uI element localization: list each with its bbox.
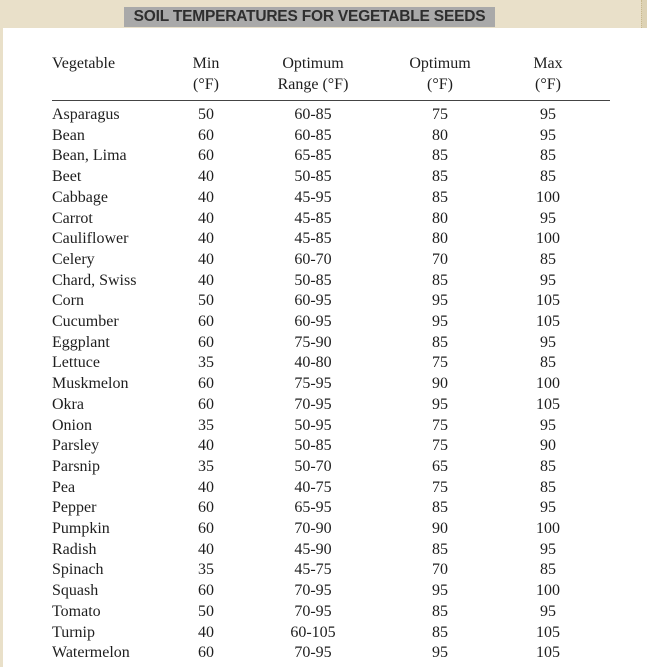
- table-row: [52, 457, 610, 478]
- cell-min: 40: [198, 623, 214, 641]
- cell-vegetable: Bean, Lima: [52, 147, 127, 165]
- table-header-row: [52, 53, 610, 101]
- cell-vegetable: Radish: [52, 540, 97, 558]
- cell-min: 60: [198, 644, 214, 662]
- cell-vegetable: Cabbage: [52, 188, 108, 206]
- cell-optimum: 70: [432, 561, 448, 579]
- cell-vegetable: Bean: [52, 126, 85, 144]
- header-vegetable: Vegetable: [52, 53, 180, 101]
- table-row: [52, 478, 610, 499]
- table-row: [52, 146, 610, 167]
- cell-optimum: 85: [432, 188, 448, 206]
- cell-optimum-range: 40-80: [294, 354, 332, 372]
- cell-max: 85: [540, 457, 556, 475]
- cell-optimum-range: 40-75: [294, 478, 332, 496]
- cell-min: 35: [198, 416, 214, 434]
- cell-min: 50: [198, 106, 214, 123]
- cell-optimum: 95: [432, 313, 448, 331]
- cell-optimum: 75: [432, 416, 448, 434]
- cell-max: 85: [540, 354, 556, 372]
- cell-min: 40: [198, 540, 214, 558]
- cell-vegetable: Cucumber: [52, 313, 119, 331]
- cell-max: 105: [536, 644, 560, 662]
- cell-vegetable: Watermelon: [52, 644, 130, 662]
- cell-optimum: 75: [432, 437, 448, 455]
- cell-vegetable: Celery: [52, 250, 95, 268]
- table-row: [52, 333, 610, 354]
- cell-max: 100: [536, 230, 560, 248]
- cell-optimum-range: 50-95: [294, 416, 332, 434]
- cell-max: 105: [536, 623, 560, 641]
- cell-optimum: 75: [432, 354, 448, 372]
- cell-optimum: 90: [432, 375, 448, 393]
- cell-optimum: 85: [432, 540, 448, 558]
- cell-optimum-range: 70-95: [294, 644, 332, 662]
- cell-min: 40: [198, 209, 214, 227]
- cell-max: 85: [540, 478, 556, 496]
- header-min: Min (°F): [180, 53, 232, 101]
- cell-min: 50: [198, 602, 214, 620]
- cell-optimum: 85: [432, 147, 448, 165]
- cell-optimum-range: 70-90: [294, 520, 332, 538]
- cell-vegetable: Carrot: [52, 209, 93, 227]
- table-row: [52, 353, 610, 374]
- cell-vegetable: Pepper: [52, 499, 97, 517]
- cell-vegetable: Parsnip: [52, 457, 100, 475]
- cell-optimum: 95: [432, 292, 448, 310]
- cell-optimum-range: 45-90: [294, 540, 332, 558]
- cell-max: 95: [540, 126, 556, 144]
- cell-optimum: 65: [432, 457, 448, 475]
- cell-optimum-range: 45-95: [294, 188, 332, 206]
- cell-min: 40: [198, 478, 214, 496]
- cell-max: 85: [540, 561, 556, 579]
- cell-min: 60: [198, 126, 214, 144]
- table-row: [52, 167, 610, 188]
- table-row: [52, 540, 610, 561]
- table-row: [52, 643, 610, 664]
- cell-max: 105: [536, 395, 560, 413]
- table-row: [52, 416, 610, 437]
- cell-min: 40: [198, 230, 214, 248]
- cell-min: 40: [198, 437, 214, 455]
- cell-min: 35: [198, 457, 214, 475]
- cell-vegetable: Spinach: [52, 561, 104, 579]
- cell-min: 40: [198, 271, 214, 289]
- cell-vegetable: Chard, Swiss: [52, 271, 137, 289]
- cell-optimum: 95: [432, 582, 448, 600]
- table-row: [52, 250, 610, 271]
- table-row: [52, 519, 610, 540]
- table-row: [52, 229, 610, 250]
- cell-max: 95: [540, 499, 556, 517]
- cell-optimum-range: 60-95: [294, 313, 332, 331]
- cell-optimum-range: 70-95: [294, 602, 332, 620]
- table-row: [52, 126, 610, 147]
- cell-min: 60: [198, 313, 214, 331]
- cell-vegetable: Eggplant: [52, 333, 110, 351]
- cell-vegetable: Squash: [52, 582, 99, 600]
- header-optimum-range: Optimum Range (°F): [232, 53, 394, 101]
- cell-max: 95: [540, 106, 556, 123]
- cell-optimum: 85: [432, 271, 448, 289]
- table-row: [52, 581, 610, 602]
- cell-optimum-range: 70-95: [294, 395, 332, 413]
- cell-max: 100: [536, 520, 560, 538]
- cell-optimum-range: 45-85: [294, 230, 332, 248]
- cell-optimum: 85: [432, 499, 448, 517]
- cell-min: 60: [198, 147, 214, 165]
- cell-vegetable: Onion: [52, 416, 92, 434]
- cell-max: 95: [540, 209, 556, 227]
- page-title: SOIL TEMPERATURES FOR VEGETABLE SEEDS: [124, 7, 495, 27]
- cell-min: 60: [198, 520, 214, 538]
- cell-max: 95: [540, 540, 556, 558]
- cell-max: 95: [540, 333, 556, 351]
- cell-optimum: 85: [432, 168, 448, 186]
- cell-min: 60: [198, 582, 214, 600]
- cell-max: 85: [540, 250, 556, 268]
- cell-optimum-range: 60-95: [294, 292, 332, 310]
- cell-optimum: 85: [432, 623, 448, 641]
- cell-optimum: 95: [432, 395, 448, 413]
- cell-optimum-range: 45-75: [294, 561, 332, 579]
- cell-vegetable: Pumpkin: [52, 520, 110, 538]
- table-row: [52, 188, 610, 209]
- cell-max: 105: [536, 292, 560, 310]
- cell-max: 95: [540, 416, 556, 434]
- cell-optimum: 75: [432, 478, 448, 496]
- cell-optimum: 80: [432, 126, 448, 144]
- cell-max: 95: [540, 602, 556, 620]
- cell-optimum-range: 60-85: [294, 126, 332, 144]
- cell-optimum-range: 60-105: [290, 623, 336, 641]
- cell-optimum-range: 60-85: [294, 106, 332, 123]
- table-row: [52, 271, 610, 292]
- cell-optimum: 80: [432, 209, 448, 227]
- table-row: [52, 436, 610, 457]
- header-max: Max (°F): [486, 53, 610, 101]
- cell-optimum-range: 45-85: [294, 209, 332, 227]
- cell-max: 100: [536, 188, 560, 206]
- table-row: [52, 209, 610, 230]
- header-optimum: Optimum (°F): [394, 53, 486, 101]
- cell-min: 60: [198, 333, 214, 351]
- content-panel: [3, 28, 647, 667]
- cell-vegetable: Lettuce: [52, 354, 100, 372]
- cell-optimum-range: 70-95: [294, 582, 332, 600]
- cell-max: 85: [540, 168, 556, 186]
- table-row: [52, 312, 610, 333]
- cell-max: 100: [536, 582, 560, 600]
- cell-min: 60: [198, 395, 214, 413]
- cell-optimum-range: 60-70: [294, 250, 332, 268]
- cell-optimum-range: 50-85: [294, 271, 332, 289]
- table-row: [52, 374, 610, 395]
- page-edge-decoration: [641, 0, 647, 28]
- cell-vegetable: Beet: [52, 168, 82, 186]
- cell-vegetable: Asparagus: [52, 106, 120, 123]
- cell-optimum-range: 65-95: [294, 499, 332, 517]
- cell-optimum: 85: [432, 602, 448, 620]
- cell-optimum: 85: [432, 333, 448, 351]
- cell-vegetable: Tomato: [52, 602, 101, 620]
- cell-min: 35: [198, 561, 214, 579]
- cell-vegetable: Okra: [52, 395, 84, 413]
- cell-min: 60: [198, 499, 214, 517]
- cell-optimum-range: 75-90: [294, 333, 332, 351]
- table-row: [52, 101, 610, 126]
- cell-vegetable: Pea: [52, 478, 76, 496]
- cell-min: 40: [198, 168, 214, 186]
- cell-optimum: 70: [432, 250, 448, 268]
- cell-vegetable: Parsley: [52, 437, 100, 455]
- cell-max: 105: [536, 313, 560, 331]
- cell-min: 40: [198, 188, 214, 206]
- table-row: [52, 560, 610, 581]
- table-row: [52, 498, 610, 519]
- cell-max: 85: [540, 147, 556, 165]
- cell-optimum-range: 50-85: [294, 168, 332, 186]
- table-row: [52, 291, 610, 312]
- cell-optimum: 95: [432, 644, 448, 662]
- cell-min: 60: [198, 375, 214, 393]
- cell-min: 40: [198, 250, 214, 268]
- table-row: [52, 602, 610, 623]
- cell-optimum-range: 50-70: [294, 457, 332, 475]
- cell-vegetable: Corn: [52, 292, 84, 310]
- cell-optimum-range: 50-85: [294, 437, 332, 455]
- cell-vegetable: Cauliflower: [52, 230, 129, 248]
- cell-vegetable: Muskmelon: [52, 375, 129, 393]
- table-row: [52, 623, 610, 644]
- table-body: [52, 101, 610, 664]
- cell-min: 35: [198, 354, 214, 372]
- cell-optimum: 90: [432, 520, 448, 538]
- table-row: [52, 395, 610, 416]
- soil-temperature-table: [52, 53, 610, 664]
- cell-optimum-range: 75-95: [294, 375, 332, 393]
- cell-max: 100: [536, 375, 560, 393]
- cell-optimum: 75: [432, 106, 448, 123]
- cell-optimum-range: 65-85: [294, 147, 332, 165]
- cell-max: 95: [540, 271, 556, 289]
- cell-optimum: 80: [432, 230, 448, 248]
- cell-vegetable: Turnip: [52, 623, 95, 641]
- cell-max: 90: [540, 437, 556, 455]
- cell-min: 50: [198, 292, 214, 310]
